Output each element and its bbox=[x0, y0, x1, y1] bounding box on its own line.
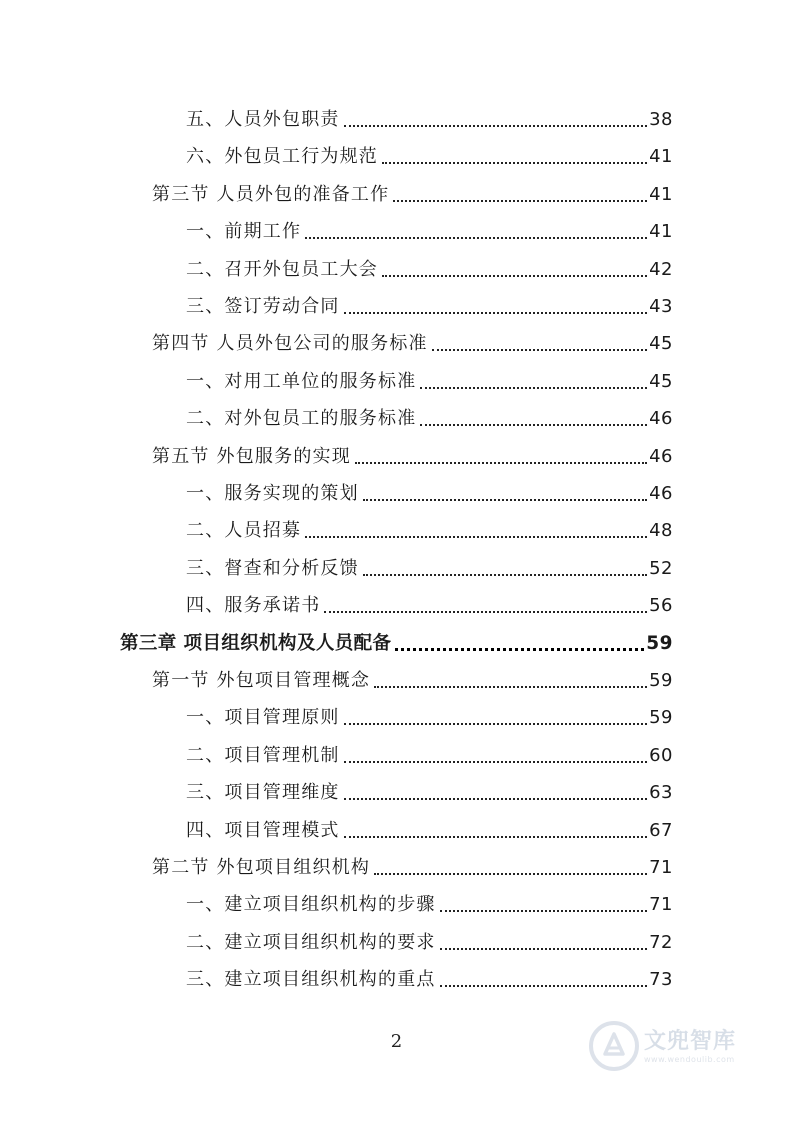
toc-entry-label: 第二节 外包项目组织机构 bbox=[152, 857, 371, 878]
dot-leader bbox=[382, 275, 647, 277]
toc-entry[interactable] bbox=[186, 892, 673, 916]
toc-entry-page: 46 bbox=[649, 483, 673, 504]
dot-leader bbox=[395, 648, 644, 651]
toc-entry-label: 第五节 外包服务的实现 bbox=[152, 446, 351, 467]
toc-entry[interactable] bbox=[186, 743, 673, 767]
toc-entry[interactable] bbox=[186, 818, 673, 842]
dot-leader bbox=[440, 985, 647, 987]
dot-leader bbox=[305, 237, 647, 239]
toc-entry-label: 二、对外包员工的服务标准 bbox=[186, 408, 417, 429]
toc-entry-page: 41 bbox=[649, 221, 673, 242]
toc-entry-label: 三、签订劳动合同 bbox=[186, 296, 340, 317]
toc-entry-label: 五、人员外包职责 bbox=[186, 109, 340, 130]
toc-entry-page: 72 bbox=[649, 932, 673, 953]
toc-entry-label: 第一节 外包项目管理概念 bbox=[152, 670, 371, 691]
toc-entry-page: 52 bbox=[649, 558, 673, 579]
watermark bbox=[588, 1018, 758, 1074]
toc-entry-label: 第三章 项目组织机构及人员配备 bbox=[120, 633, 392, 654]
dot-leader bbox=[374, 686, 647, 688]
toc-entry-label: 四、服务承诺书 bbox=[186, 595, 321, 616]
toc-entry[interactable] bbox=[152, 855, 673, 879]
toc-entry-label: 一、对用工单位的服务标准 bbox=[186, 371, 417, 392]
toc-entry-page: 42 bbox=[649, 259, 673, 280]
toc-entry[interactable] bbox=[186, 219, 673, 243]
dot-leader bbox=[432, 349, 647, 351]
toc-entry-page: 45 bbox=[649, 333, 673, 354]
toc-entry-page: 46 bbox=[649, 408, 673, 429]
toc-entry-label: 二、召开外包员工大会 bbox=[186, 259, 378, 280]
dot-leader bbox=[374, 873, 647, 875]
toc-entry-page: 41 bbox=[649, 146, 673, 167]
toc-entry-label: 一、建立项目组织机构的步骤 bbox=[186, 894, 436, 915]
toc-entry-page: 59 bbox=[649, 670, 673, 691]
toc-entry[interactable] bbox=[120, 631, 673, 655]
dot-leader bbox=[363, 574, 647, 576]
toc-entry-label: 二、建立项目组织机构的要求 bbox=[186, 932, 436, 953]
toc-entry[interactable] bbox=[152, 182, 673, 206]
watermark-url: www.wendoulib.com bbox=[644, 1054, 735, 1064]
toc-entry-label: 二、人员招募 bbox=[186, 520, 302, 541]
toc-entry-page: 38 bbox=[649, 109, 673, 130]
dot-leader bbox=[344, 798, 647, 800]
toc-entry-page: 59 bbox=[649, 707, 673, 728]
toc-entry[interactable] bbox=[186, 780, 673, 804]
toc-entry-label: 三、督查和分析反馈 bbox=[186, 558, 359, 579]
toc-entry-page: 71 bbox=[649, 857, 673, 878]
toc-entry-label: 二、项目管理机制 bbox=[186, 745, 340, 766]
toc-entry-label: 一、项目管理原则 bbox=[186, 707, 340, 728]
toc-entry-label: 六、外包员工行为规范 bbox=[186, 146, 378, 167]
dot-leader bbox=[363, 499, 647, 501]
toc-entry-label: 第四节 人员外包公司的服务标准 bbox=[152, 333, 428, 354]
dot-leader bbox=[382, 162, 647, 164]
toc-entry[interactable] bbox=[186, 257, 673, 281]
dot-leader bbox=[305, 536, 647, 538]
dot-leader bbox=[324, 611, 647, 613]
toc-entry-page: 41 bbox=[649, 184, 673, 205]
toc-entry[interactable] bbox=[186, 107, 673, 131]
toc-entry-label: 第三节 人员外包的准备工作 bbox=[152, 184, 390, 205]
dot-leader bbox=[344, 836, 647, 838]
toc-entry-page: 45 bbox=[649, 371, 673, 392]
dot-leader bbox=[344, 312, 647, 314]
toc-entry[interactable] bbox=[186, 406, 673, 430]
dot-leader bbox=[420, 387, 647, 389]
toc-entry[interactable] bbox=[186, 705, 673, 729]
watermark-name: 文兜智库 bbox=[644, 1028, 737, 1054]
toc-entry[interactable] bbox=[152, 668, 673, 692]
toc-entry[interactable] bbox=[186, 593, 673, 617]
toc-entry[interactable] bbox=[186, 144, 673, 168]
toc-entry-page: 60 bbox=[649, 745, 673, 766]
toc-entry-label: 四、项目管理模式 bbox=[186, 820, 340, 841]
toc-entry-page: 56 bbox=[649, 595, 673, 616]
page-number: 2 bbox=[390, 1031, 403, 1052]
dot-leader bbox=[420, 424, 647, 426]
toc-entry-page: 43 bbox=[649, 296, 673, 317]
dot-leader bbox=[393, 200, 647, 202]
toc-entry-label: 三、项目管理维度 bbox=[186, 782, 340, 803]
toc-entry[interactable] bbox=[186, 967, 673, 991]
doc-logo-icon bbox=[588, 1020, 640, 1072]
dot-leader bbox=[355, 462, 647, 464]
toc-entry[interactable] bbox=[186, 369, 673, 393]
toc-entry-page: 46 bbox=[649, 446, 673, 467]
toc-entry-page: 59 bbox=[646, 633, 673, 654]
toc-entry[interactable] bbox=[152, 331, 673, 355]
toc-entry-page: 48 bbox=[649, 520, 673, 541]
dot-leader bbox=[344, 761, 647, 763]
toc-entry[interactable] bbox=[186, 294, 673, 318]
toc-entry-label: 一、服务实现的策划 bbox=[186, 483, 359, 504]
dot-leader bbox=[344, 125, 647, 127]
toc-entry-label: 三、建立项目组织机构的重点 bbox=[186, 969, 436, 990]
toc-entry-label: 一、前期工作 bbox=[186, 221, 302, 242]
toc-entry-page: 63 bbox=[649, 782, 673, 803]
toc-entry[interactable] bbox=[186, 556, 673, 580]
dot-leader bbox=[344, 723, 647, 725]
toc-entry-page: 67 bbox=[649, 820, 673, 841]
toc-entry[interactable] bbox=[186, 518, 673, 542]
toc-entry-page: 73 bbox=[649, 969, 673, 990]
toc-entry[interactable] bbox=[186, 481, 673, 505]
toc-entry[interactable] bbox=[152, 444, 673, 468]
dot-leader bbox=[440, 948, 647, 950]
toc-entry[interactable] bbox=[186, 930, 673, 954]
dot-leader bbox=[440, 910, 647, 912]
toc-entry-page: 71 bbox=[649, 894, 673, 915]
